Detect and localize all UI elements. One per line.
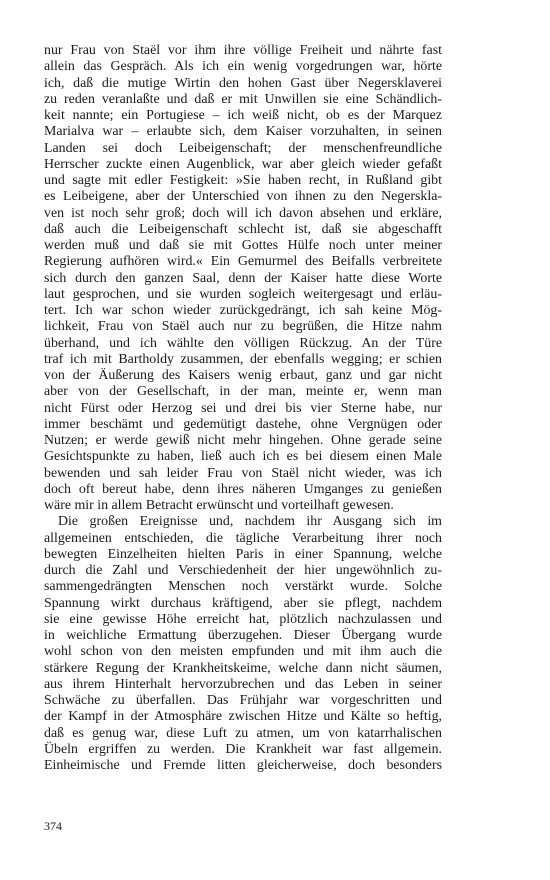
text-line: Spannung wirkt durchaus kräftigend, aber sie pflegt, nachdem	[44, 595, 442, 611]
text-line: lichkeit, Frau von Staël auch nur zu begrüßen, die Hitze nahm	[44, 319, 442, 335]
text-line: sich durch den ganzen Saal, denn der Kaiser hatte diese Worte	[44, 270, 442, 286]
text-line: sie eine gewisse Höhe erreicht hat, plötzlich nachzulassen und	[44, 611, 442, 627]
paragraph-start-line: Die großen Ereignisse und, nachdem ihr Ausgang sich im	[58, 514, 442, 530]
text-line: Marialva war – erlaubte sich, dem Kaiser vorzuhalten, in seinen	[44, 124, 442, 140]
text-line: überhand, und ich wählte den völligen Rückzug. An der Türe	[44, 335, 442, 351]
book-page-text	[44, 43, 442, 774]
text-line: zu reden veranlaßte und daß er mit Unwillen sie eine Schändlich-	[44, 91, 442, 107]
text-line: bewegten Einzelheiten hielten Paris in einer Spannung, welche	[44, 546, 442, 562]
text-line: immer beschämt und gedemütigt dastehe, ohne Vergnügen oder	[44, 416, 442, 432]
text-line: durch die Zahl und Verschiedenheit der hier ungewöhnlich zu-	[44, 563, 442, 578]
text-line: traf ich mit Bartholdy zusammen, der ebenfalls wegging; er schien	[44, 351, 442, 367]
text-line: Gesichtspunkte zu haben, ließ auch ich es bei diesem einen Male	[44, 449, 442, 465]
text-line: nur Frau von Staël vor ihm ihre völlige Freiheit und nährte fast	[44, 43, 442, 58]
text-line: Übeln ergriffen zu werden. Die Krankheit war fast allgemein.	[44, 741, 442, 757]
text-line: daß auch die Leibeigenschaft schlecht ist, daß sie abgeschafft	[44, 221, 442, 237]
text-line: aber von der Gesellschaft, in der man, meinte er, wenn man	[44, 384, 442, 400]
page-number: 374	[44, 819, 62, 833]
text-line: es Leibeigene, aber der Unterschied von ihnen zu den Negerskla-	[44, 189, 442, 205]
text-line: Herrscher zuckte einen Augenblick, war aber gleich wieder gefaßt	[44, 156, 442, 172]
text-line: Einheimische und Fremde litten gleicherweise, doch besonders	[44, 758, 442, 773]
text-line: aus ihrem Hinterhalt hervorzubrechen und das Leben in seiner	[44, 676, 442, 692]
text-line: bewenden und sah leider Frau von Staël nicht wieder, was ich	[44, 465, 442, 481]
text-line: allein das Gespräch. Als ich ein wenig vorgedrungen war, hörte	[44, 59, 442, 75]
text-line: stärkere Regung der Krankheitskeime, welche dann nicht säumen,	[44, 660, 442, 676]
text-line: allgemeinen entschieden, die tägliche Verarbeitung ihrer noch	[44, 530, 442, 546]
text-line: der Kampf in der Atmosphäre zwischen Hitze und Kälte so heftig,	[44, 709, 442, 725]
text-line: daß es genug war, diese Luft zu atmen, um von katarrhalischen	[44, 725, 442, 741]
text-line: tert. Ich war schon wieder zurückgedrängt, ich sah keine Mög-	[44, 303, 442, 318]
text-line: Regierung aufhören wird.« Ein Gemurmel des Beifalls verbreitete	[44, 254, 442, 270]
text-line: laut gesprochen, und sie wurden sogleich weitergesagt und erläu-	[44, 286, 442, 302]
text-line: von der Äußerung des Kaisers wenig erbaut, ganz und gar nicht	[44, 368, 442, 383]
text-line: in weichliche Ermattung überzugehen. Dieser Übergang wurde	[44, 628, 442, 643]
text-line: ven ist noch sehr groß; doch will ich davon absehen und erkläre,	[44, 205, 442, 221]
text-line: Landen sei doch Leibeigenschaft; der menschenfreundliche	[44, 140, 442, 156]
text-line: Nutzen; er werde gewiß nicht mehr hingehen. Ohne gerade seine	[44, 433, 442, 448]
text-line: nicht Fürst oder Herzog sei und drei bis vier Sterne habe, nur	[44, 400, 442, 416]
text-line: wohl schon von den meisten empfunden und mit ihm auch die	[44, 644, 442, 660]
text-line: Schwäche zu überfallen. Das Frühjahr war vorgeschritten und	[44, 693, 442, 708]
text-line: ich, daß die mutige Wirtin den hohen Gast über Negersklaverei	[44, 75, 442, 91]
text-line: doch oft bereut habe, denn ihres näheren Umganges zu genießen	[44, 481, 442, 497]
text-line: werden muß und daß sie mit Gottes Hülfe noch unter meiner	[44, 238, 442, 253]
text-line: sammengedrängten Menschen noch verstärkt wurde. Solche	[44, 579, 442, 595]
paragraph-end-line: wäre mir in allem Betracht erwünscht und vorteilhaft gewesen.	[44, 498, 394, 513]
text-line: keit nannte; ein Portugiese – ich weiß nicht, ob es der Marquez	[44, 108, 442, 123]
text-line: und sagte mit edler Festigkeit: »Sie haben recht, in Rußland gibt	[44, 173, 442, 188]
